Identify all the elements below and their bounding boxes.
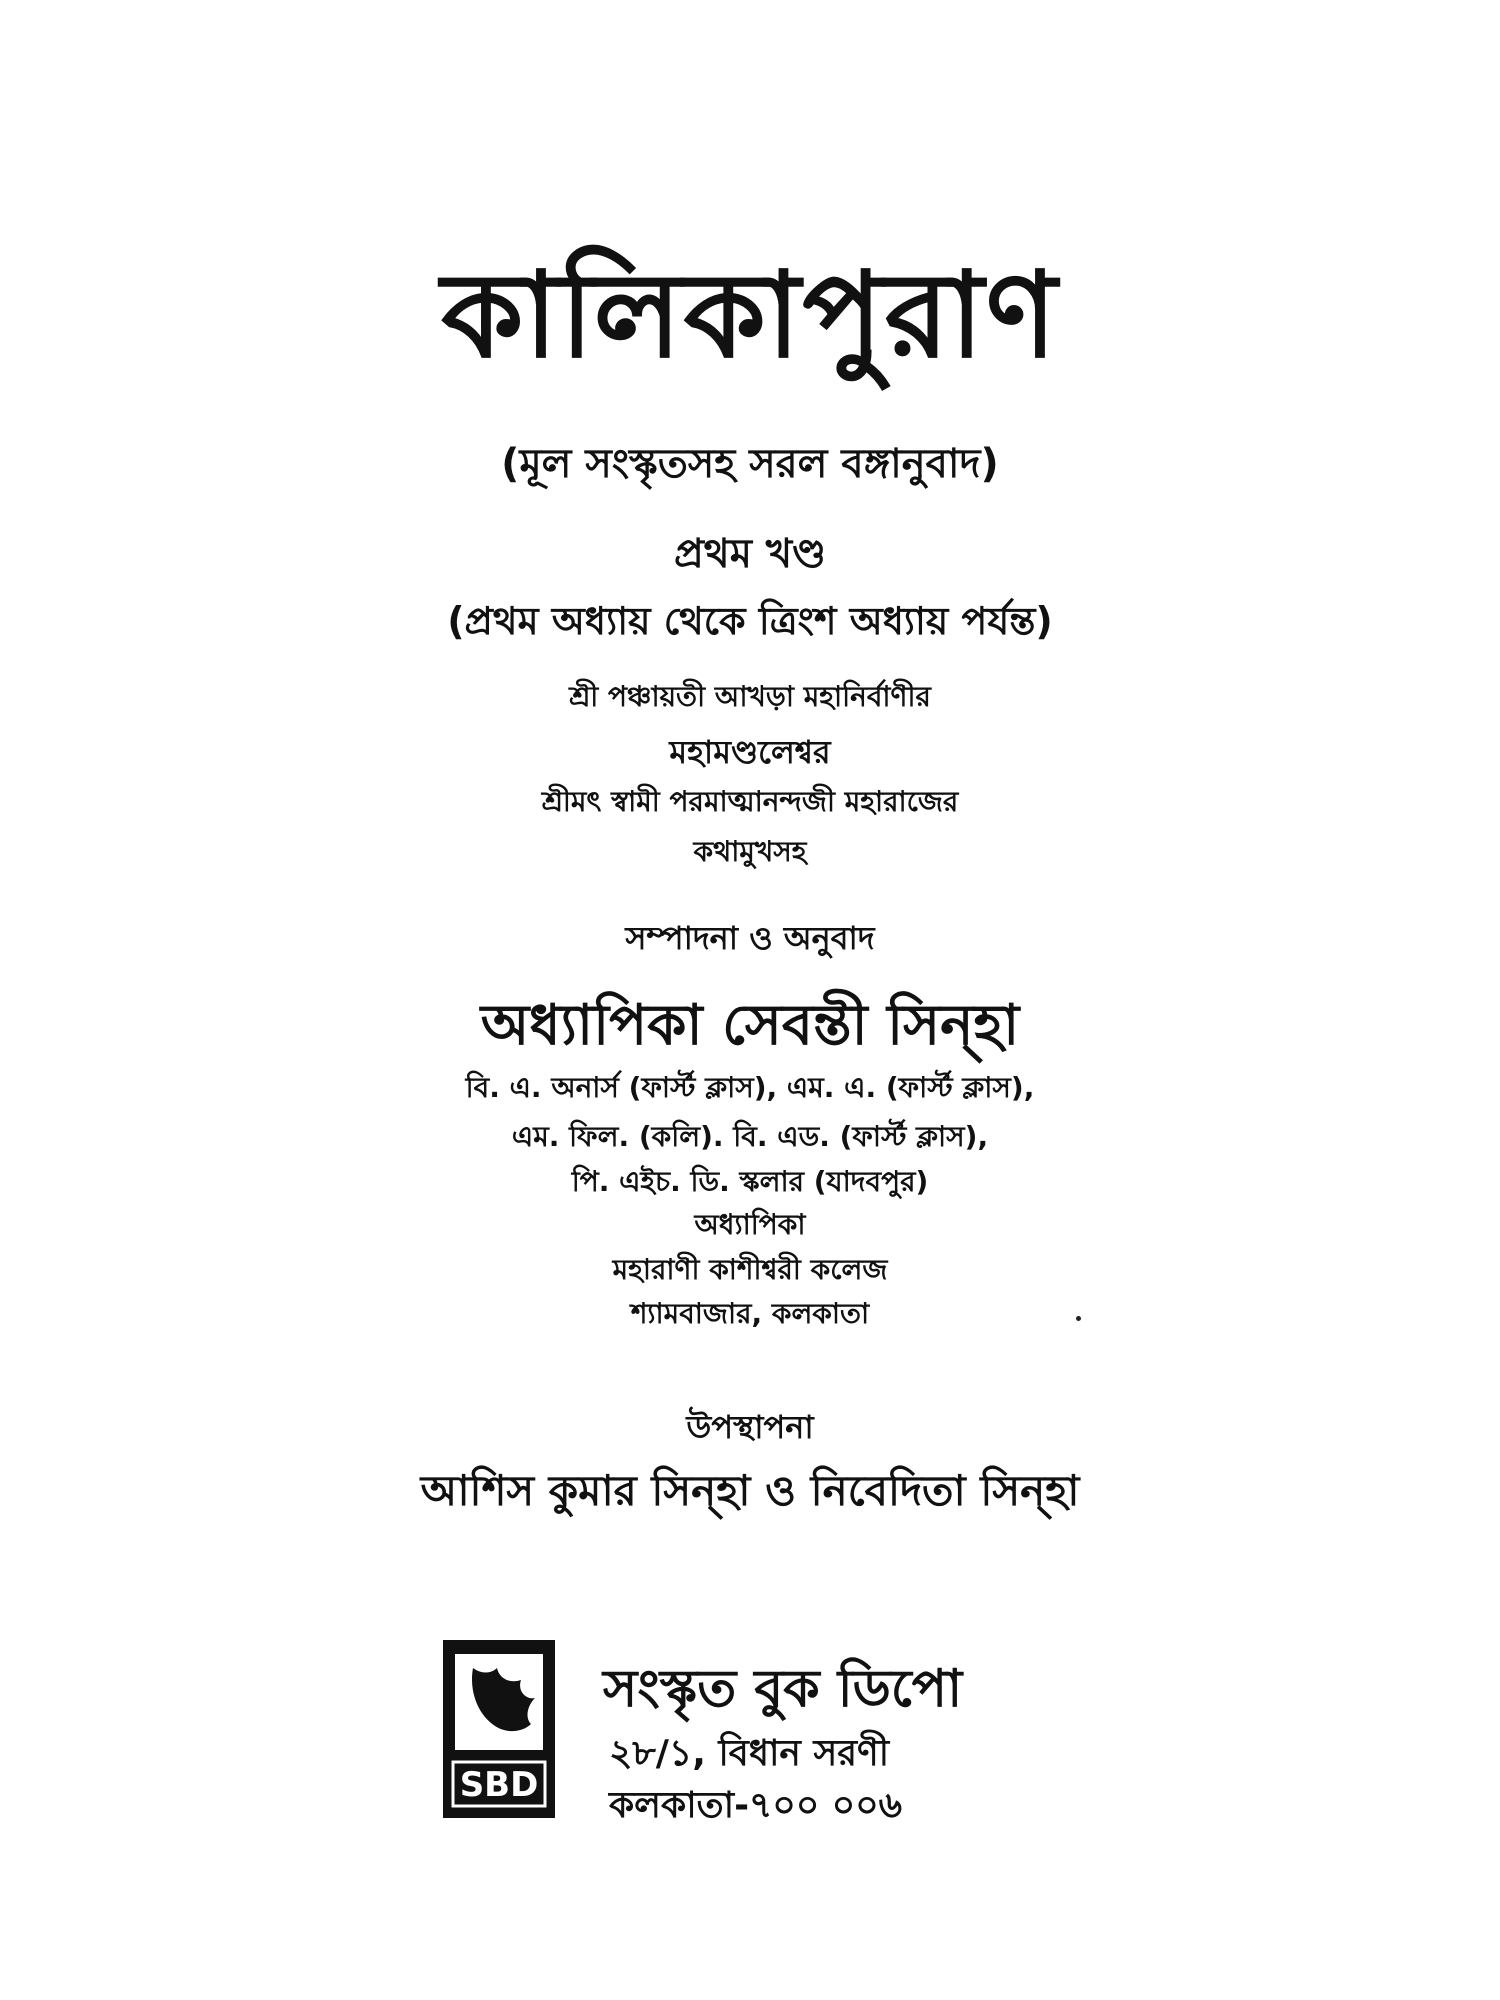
publisher-logo-text: SBD: [459, 1765, 539, 1805]
stray-dot: [1076, 1316, 1081, 1321]
publisher-block: [443, 1640, 1143, 1826]
editor-college: মহারাণী কাশীশ্বরী কলেজ: [612, 1253, 888, 1286]
foreword-rank: মহামণ্ডলেশ্বর: [669, 733, 831, 771]
presentation-names: আশিস কুমার সিন্‌হা ও নিবেদিতা সিন্‌হা: [420, 1466, 1080, 1515]
publisher-address-line2: কলকাতা-৭০০ ০০৬: [609, 1785, 903, 1826]
publisher-logo: [443, 1640, 555, 1818]
book-title: কালিকাপুরাণ: [441, 246, 1059, 384]
presentation-label: উপস্থাপনা: [686, 1408, 814, 1446]
editor-qualification: এম. ফিল. (কলি). বি. এড. (ফার্স্ট ক্লাস),: [511, 1120, 989, 1153]
publisher-address-line1: ২৮/১, বিধান সরণী: [609, 1733, 890, 1774]
publisher-name: সংস্কৃত বুক ডিপো: [603, 1659, 963, 1719]
editor-location: শ্যামবাজার, কলকাতা: [630, 1297, 870, 1330]
book-subtitle: (মূল সংস্কৃতসহ সরল বঙ্গানুবাদ): [501, 441, 999, 487]
foreword-swami: শ্রীমৎ স্বামী পরমাত্মানন্দজী মহারাজের: [541, 785, 959, 818]
editor-name: অধ্যাপিকা সেবন্তী সিন্‌হা: [480, 993, 1020, 1058]
publisher-logo-icon: [443, 1640, 555, 1818]
foreword-org: শ্রী পঞ্চায়তী আখড়া মহানির্বাণীর: [569, 680, 931, 713]
foreword-label: কথামুখসহ: [693, 835, 807, 868]
editor-qualification: পি. এইচ. ডি. স্কলার (যাদবপুর): [571, 1165, 929, 1198]
editor-designation: অধ্যাপিকা: [694, 1208, 806, 1241]
editor-label: সম্পাদনা ও অনুবাদ: [625, 919, 875, 957]
editor-qualification: বি. এ. অনার্স (ফার্স্ট ক্লাস), এম. এ. (ফার্স্ট ক্লাস),: [465, 1071, 1035, 1104]
chapter-range: (প্রথম অধ্যায় থেকে ত্রিংশ অধ্যায় পর্যন্ত): [447, 599, 1053, 643]
volume-label: প্রথম খণ্ড: [673, 531, 827, 577]
